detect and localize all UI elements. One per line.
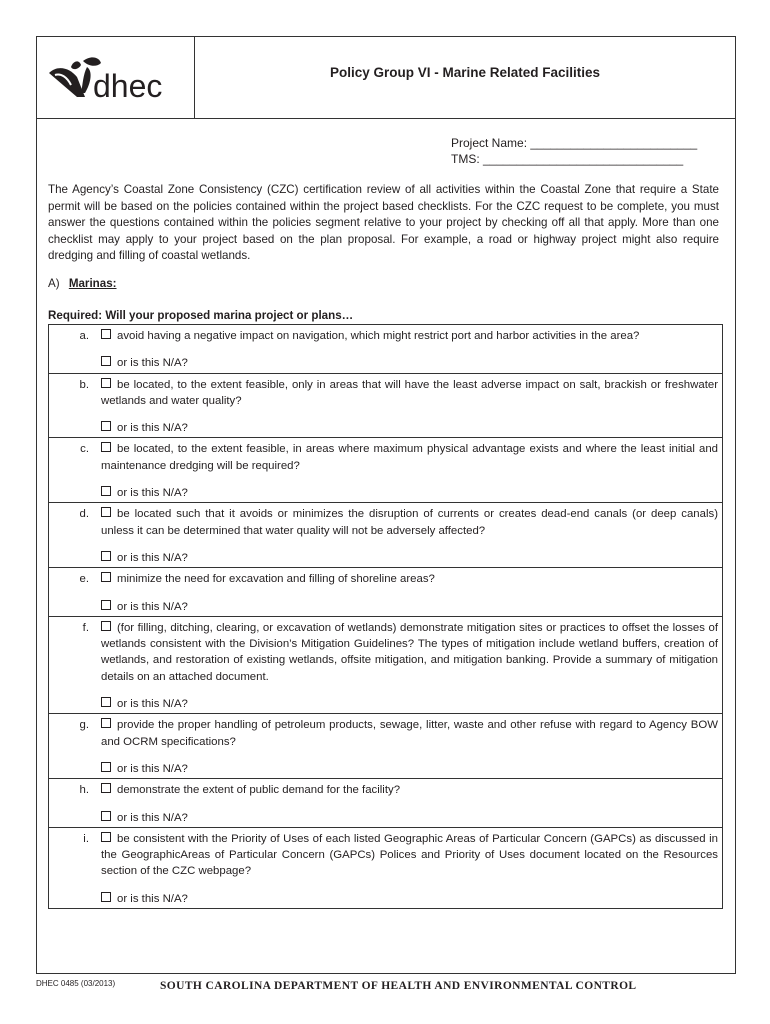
checkbox[interactable] <box>101 329 111 339</box>
item-question <box>101 503 718 539</box>
item-question <box>101 714 718 750</box>
tms-field[interactable]: TMS: ______________________________ <box>451 152 684 166</box>
item-na-option <box>101 799 722 827</box>
item-question <box>101 438 718 474</box>
section-title: Marinas: <box>68 277 117 290</box>
checklist-table <box>48 324 723 909</box>
department-name: SOUTH CAROLINA DEPARTMENT OF HEALTH AND ENVIRONMENTAL CONTROL <box>160 980 637 992</box>
item-letter: i. <box>83 832 89 845</box>
na-checkbox[interactable] <box>101 600 111 610</box>
na-checkbox[interactable] <box>101 486 111 496</box>
item-na-option <box>101 685 722 713</box>
item-na-option <box>101 750 722 778</box>
item-letter: h. <box>79 784 89 797</box>
item-question <box>101 828 718 880</box>
item-na-option <box>101 474 722 502</box>
checkbox[interactable] <box>101 378 111 388</box>
section-letter: A) <box>48 277 60 290</box>
checklist-item <box>49 374 722 439</box>
item-letter: f. <box>82 621 89 634</box>
item-letter: e. <box>79 573 89 586</box>
document-header <box>37 37 735 119</box>
form-code: DHEC 0485 (03/2013) <box>36 979 116 988</box>
item-question <box>101 779 718 798</box>
svg-text:dhec: dhec <box>93 68 163 104</box>
checklist-item <box>49 503 722 568</box>
checklist-item <box>49 828 722 908</box>
item-na-text: or is this N/A? <box>117 357 188 370</box>
dhec-logo-icon <box>47 53 177 105</box>
item-question <box>101 374 718 410</box>
checklist-item <box>49 438 722 503</box>
intro-paragraph: The Agency’s Coastal Zone Consistency (CZC) certification review of all activities within the Coastal Zone that require a State permit will be based on the policies contained within the project based checklists. For the CZC request to be complete, you must answer the questions contained within the policies segment relative to your project by checking off all that apply. More than one checklist may apply to your project based on the plan proposal. For example, a road or highway project might also require dredging and filling of coastal wetlands. <box>48 183 719 262</box>
item-na-text: or is this N/A? <box>117 698 188 711</box>
checkbox[interactable] <box>101 832 111 842</box>
checkbox[interactable] <box>101 783 111 793</box>
na-checkbox[interactable] <box>101 551 111 561</box>
na-checkbox[interactable] <box>101 892 111 902</box>
item-letter: b. <box>79 378 89 391</box>
checklist-item <box>49 568 722 617</box>
checklist-item <box>49 617 722 714</box>
item-question <box>101 568 718 587</box>
item-question-text: demonstrate the extent of public demand for the facility? <box>117 784 401 797</box>
item-na-option <box>101 539 722 567</box>
item-na-text: or is this N/A? <box>117 892 188 905</box>
checklist-item <box>49 779 722 828</box>
item-na-option <box>101 588 722 616</box>
item-question-text: be located such that it avoids or minimizes the disruption of currents or creates dead-end canals (or deep canals) unless it can be determined that water quality will not be adversely affected? <box>101 508 718 537</box>
na-checkbox[interactable] <box>101 811 111 821</box>
item-letter: c. <box>80 443 89 456</box>
item-na-text: or is this N/A? <box>117 762 188 775</box>
required-label: Required: Will your proposed marina project or plans… <box>48 309 354 322</box>
item-question-text: minimize the need for excavation and filling of shoreline areas? <box>117 573 435 586</box>
item-question <box>101 325 718 344</box>
checklist-item <box>49 325 722 374</box>
item-na-option <box>101 409 722 437</box>
item-na-option <box>101 344 722 372</box>
project-fields <box>451 135 697 167</box>
item-question-text: (for filling, ditching, clearing, or excavation of wetlands) demonstrate mitigation sites or practices to offset the losses of wetlands consistent with the Division’s Mitigation Guidelines? The types of mitigation include wetland buffers, creation of wetlands, and restoration of existing wetlands, offsite mitigation, and mitigation banking. Provide a summary of mitigation details on an attached document. <box>101 621 718 683</box>
checkbox[interactable] <box>101 442 111 452</box>
document-title: Policy Group VI - Marine Related Facilities <box>329 65 601 80</box>
item-letter: a. <box>79 330 89 342</box>
item-na-text: or is this N/A? <box>117 811 188 824</box>
na-checkbox[interactable] <box>101 356 111 366</box>
section-heading <box>48 277 117 290</box>
item-na-text: or is this N/A? <box>117 600 188 613</box>
checkbox[interactable] <box>101 621 111 631</box>
item-question-text: be located, to the extent feasible, only in areas that will have the least adverse impact on salt, brackish or freshwater wetlands and water quality? <box>101 378 718 407</box>
na-checkbox[interactable] <box>101 762 111 772</box>
checkbox[interactable] <box>101 507 111 517</box>
item-question-text: avoid having a negative impact on navigation, which might restrict port and harbor activities in the area? <box>117 330 640 342</box>
dhec-logo <box>47 53 177 105</box>
item-question-text: provide the proper handling of petroleum products, sewage, litter, waste and other refuse with regard to Agency BOW and OCRM specifications? <box>101 719 718 748</box>
logo-cell <box>37 37 195 118</box>
na-checkbox[interactable] <box>101 421 111 431</box>
item-letter: g. <box>79 719 89 732</box>
item-na-text: or is this N/A? <box>117 551 188 564</box>
checkbox[interactable] <box>101 718 111 728</box>
item-question-text: be consistent with the Priority of Uses of each listed Geographic Areas of Particular Concern (GAPCs) as discussed in the GeographicAreas of Particular Concern (GAPCs) Polices and Priority of Uses document located on the Resources section of the CZC webpage? <box>101 832 718 878</box>
item-na-text: or is this N/A? <box>117 422 188 435</box>
item-question-text: be located, to the extent feasible, in areas where maximum physical advantage exists and where the least initial and maintenance dredging will be required? <box>101 443 718 472</box>
item-na-option <box>101 880 722 908</box>
item-na-text: or is this N/A? <box>117 487 188 500</box>
item-letter: d. <box>79 508 89 521</box>
checklist-item <box>49 714 722 779</box>
checkbox[interactable] <box>101 572 111 582</box>
na-checkbox[interactable] <box>101 697 111 707</box>
project-name-field[interactable]: Project Name: _________________________ <box>451 136 698 150</box>
item-question <box>101 617 718 685</box>
document-frame <box>36 36 736 974</box>
